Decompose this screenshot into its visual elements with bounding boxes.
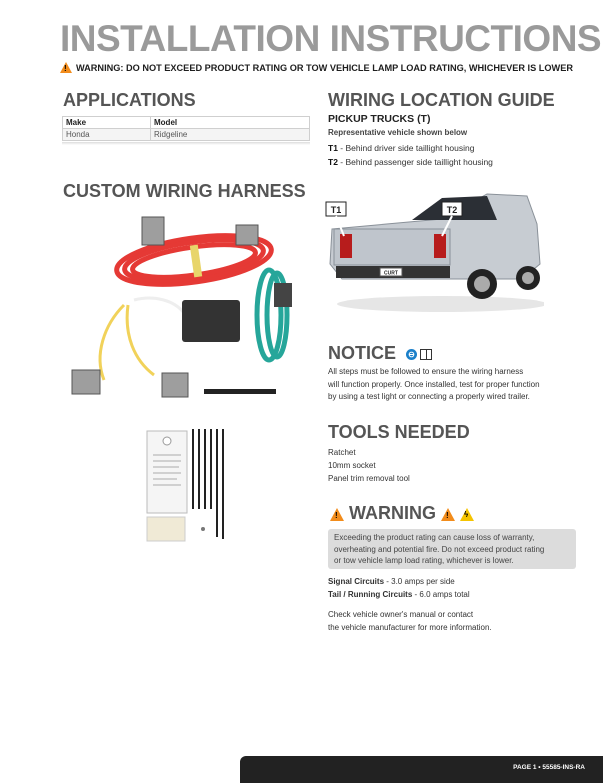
page-title: INSTALLATION INSTRUCTIONS (60, 18, 602, 59)
tail-rating (328, 589, 578, 602)
tail-label: Tail / Running Circuits (328, 589, 413, 599)
warning-triangle-icon: ! (60, 62, 72, 73)
check-line: the vehicle manufacturer for more information. (328, 622, 492, 632)
notice-heading-row (328, 343, 432, 364)
location-t1 (328, 143, 474, 153)
signal-value: - 3.0 amps per side (384, 577, 455, 586)
vehicle-note: Representative vehicle shown below (328, 128, 468, 137)
notice-heading: NOTICE (328, 343, 397, 363)
check-line: Check vehicle owner's manual or contact (328, 610, 474, 619)
info-circle-icon: ⊖ (406, 349, 417, 360)
warning-triangle-icon: ! (441, 508, 455, 521)
license-plate: CURT (384, 270, 398, 277)
notice-text (328, 366, 578, 404)
tool-item: Panel trim removal tool (328, 474, 410, 483)
check-manual-text (328, 609, 578, 634)
wiring-harness-photo (64, 205, 310, 415)
page-number: PAGE 1 (513, 764, 537, 771)
warning-line: or tow vehicle lamp load rating, whichever is lower. (334, 556, 514, 565)
document-id: 55585-INS-RA (542, 764, 585, 771)
applications-heading: APPLICATIONS (63, 90, 196, 110)
table-shadow (62, 142, 310, 145)
tool-item: 10mm socket (328, 461, 376, 470)
warning-box (328, 529, 576, 569)
tool-item: Ratchet (328, 448, 356, 457)
location-code: T1 (328, 143, 338, 153)
wiring-guide-heading: WIRING LOCATION GUIDE (328, 90, 555, 110)
column-header-make: Make (63, 117, 151, 129)
electrical-hazard-icon: ϟ (460, 508, 474, 521)
tools-heading: TOOLS NEEDED (328, 422, 470, 442)
location-text: - Behind driver side taillight housing (337, 143, 475, 153)
applications-table (62, 116, 310, 141)
cell-model: Ridgeline (151, 129, 310, 141)
notice-line: will function properly. Once installed, test for proper function (328, 379, 540, 389)
hardware-kit-photo (143, 425, 233, 545)
warning-line: Exceeding the product rating can cause loss of warranty, (334, 533, 535, 542)
tools-list (328, 446, 578, 485)
column-header-model: Model (151, 117, 310, 129)
tail-value: - 6.0 amps total (412, 589, 470, 599)
top-warning-text: WARNING: DO NOT EXCEED PRODUCT RATING OR TOW VEHICLE LAMP LOAD RATING, WHICHEVER IS LOWER (76, 62, 573, 73)
footer-separator: • (538, 764, 541, 771)
cell-make: Honda (63, 129, 151, 141)
top-warning (60, 62, 590, 73)
vehicle-type: PICKUP TRUCKS (T) (328, 113, 431, 125)
pickup-truck-photo (322, 184, 544, 314)
notice-line: All steps must be followed to ensure the wiring harness (328, 367, 524, 376)
warning-triangle-icon: ! (330, 508, 344, 521)
manual-book-icon (420, 349, 432, 360)
callout-t1: T1 (330, 205, 342, 215)
callout-t2: T2 (446, 205, 458, 215)
signal-label: Signal Circuits (328, 577, 385, 586)
notice-line: by using a test light or connecting a properly wired trailer. (328, 392, 530, 401)
location-text: - Behind passenger side taillight housing (337, 157, 493, 167)
location-code: T2 (328, 157, 338, 167)
warning-heading: WARNING (349, 503, 437, 523)
footer-text (513, 764, 585, 771)
warning-line: overheating and potential fire. Do not exceed product rating (334, 544, 545, 554)
warning-heading-row (330, 503, 474, 524)
table-row (63, 129, 310, 141)
location-t2 (328, 157, 493, 167)
harness-heading: CUSTOM WIRING HARNESS (63, 181, 306, 201)
signal-rating (328, 576, 578, 589)
circuit-ratings (328, 576, 578, 601)
